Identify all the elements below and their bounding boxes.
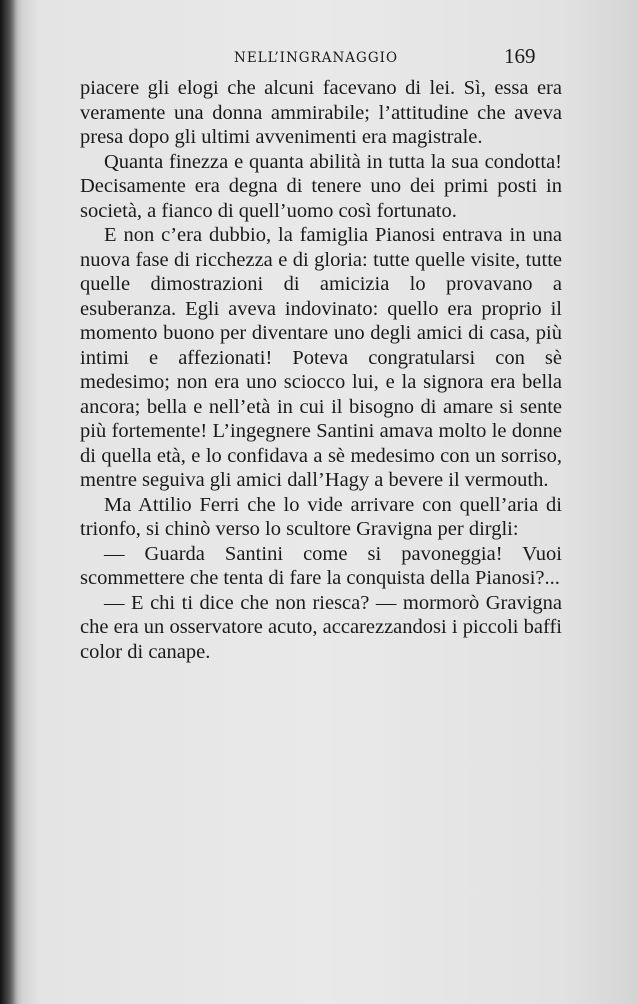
running-title: NELL’INGRANAGGIO [234, 50, 399, 66]
page-number: 169 [504, 44, 536, 68]
paragraph: Quanta finezza e quanta abilità in tutta la sua condotta! Decisamente era degna di tenere uno dei primi posti in società, a fianco di quell’uomo così fortunato. [80, 150, 562, 222]
dialogue-line: — Guarda Santini come si pavoneggia! Vuoi scommettere che tenta di fare la conquista della Pianosi?... [80, 542, 562, 589]
body-text [80, 76, 562, 664]
paragraph: Ma Attilio Ferri che lo vide arrivare con quell’aria di trionfo, si chinò verso lo scultore Gravigna per dirgli: [80, 493, 562, 540]
binding-shadow [0, 0, 22, 1004]
paragraph-continued: piacere gli elogi che alcuni facevano di lei. Sì, essa era veramente una donna ammirabile; l’attitudine che aveva presa dopo gli ultimi avvenimenti era magistrale. [80, 77, 562, 148]
dialogue-line: — E chi ti dice che non riesca? — mormorò Gravigna che era un osservatore acuto, accarezzandosi i piccoli baffi color di canape. [80, 591, 562, 663]
paragraph: E non c’era dubbio, la famiglia Pianosi entrava in una nuova fase di ricchezza e di gloria: tutte quelle visite, tutte quelle dimostrazioni di amicizia lo provavano a esuberanza. Egli aveva indovinato: quello era proprio il momento buono per diventare uno degli amici di casa, più intimi e affezionati! Poteva congratularsi con sè medesimo; non era uno sciocco lui, e la signora era bella ancora; bella e nell’età in cui il bisogno di amare si sente più fortemente! L’ingegnere Santini amava molto le donne di quella età, e lo confidava a sè medesimo con un sorriso, mentre seguiva gli amici dall’Hagy a bevere il vermouth. [80, 224, 562, 491]
